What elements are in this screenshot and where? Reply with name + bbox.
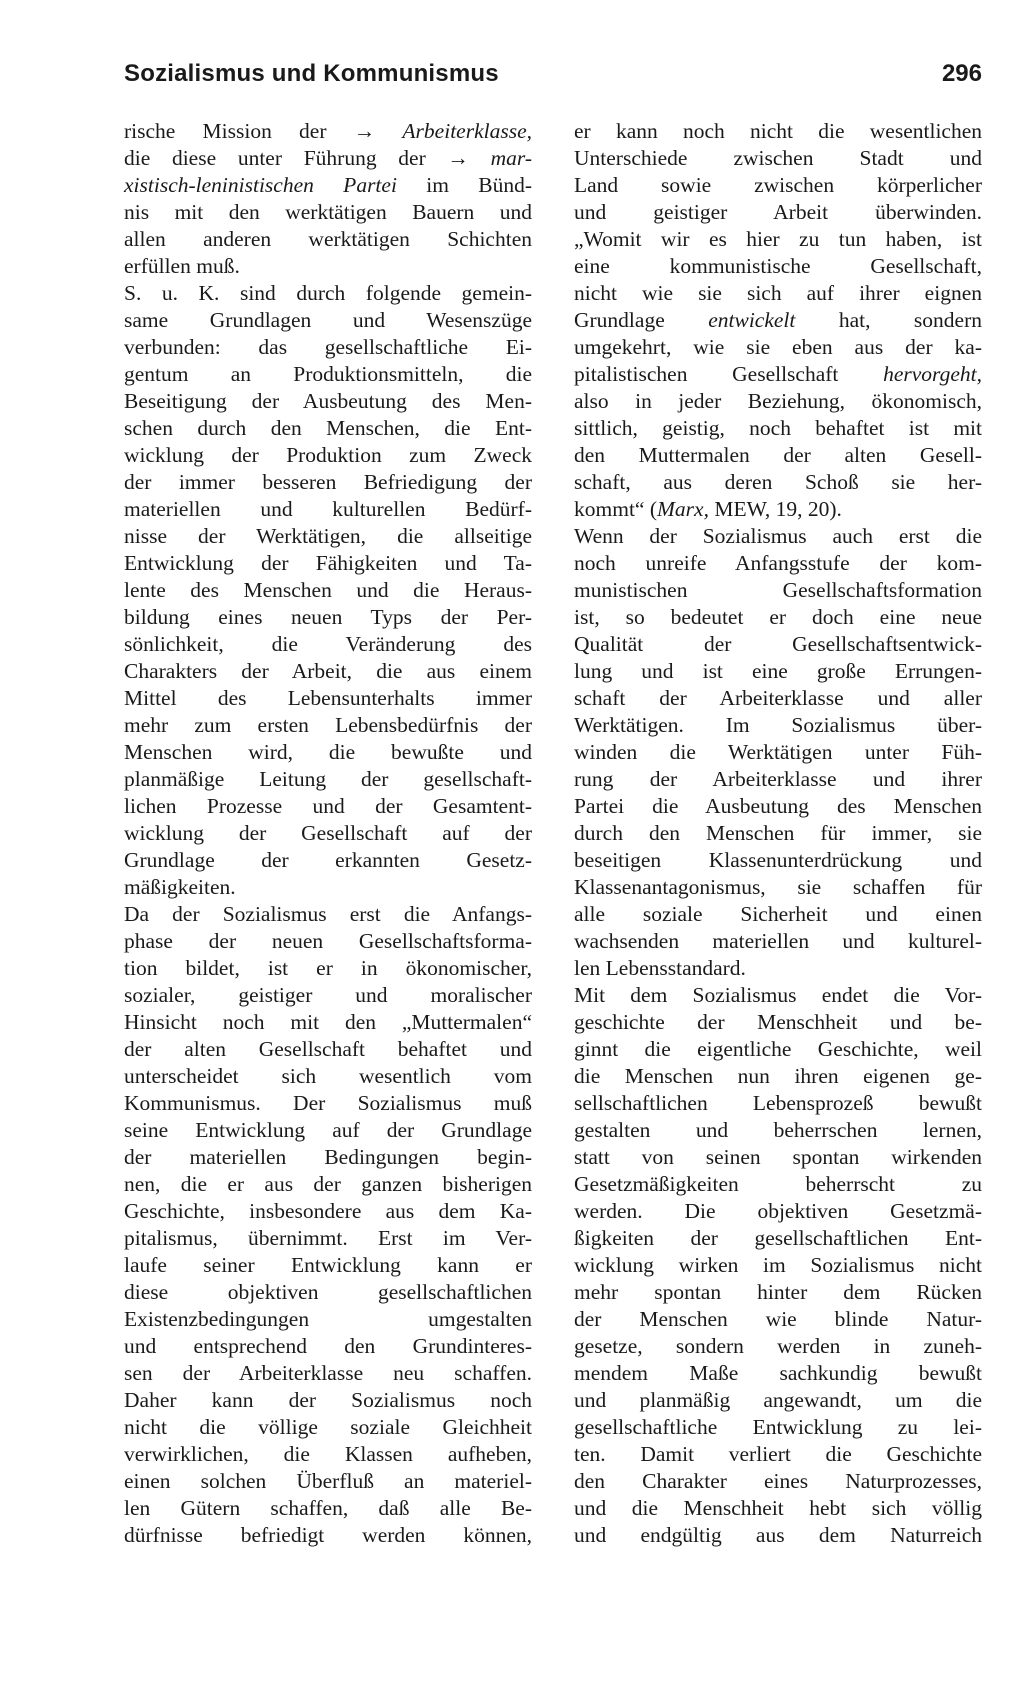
text-span: same Grundlagen und Wesenszüge	[124, 308, 532, 332]
text-line	[574, 118, 982, 145]
text-line	[124, 469, 532, 496]
text-span: Unterschiede zwischen Stadt und	[574, 146, 982, 170]
text-line	[124, 1036, 532, 1063]
text-line	[124, 1117, 532, 1144]
text-line	[574, 928, 982, 955]
text-span: noch unreife Anfangsstufe der kom-	[574, 551, 982, 575]
text-span: unterscheidet sich wesentlich vom	[124, 1064, 532, 1088]
text-line	[574, 982, 982, 1009]
text-span: der immer besseren Befriedigung der	[124, 470, 532, 494]
text-line	[124, 334, 532, 361]
text-line	[574, 361, 982, 388]
text-span: laufe seiner Entwicklung kann er	[124, 1253, 532, 1277]
text-span: werden. Die objektiven Gesetzmä-	[574, 1199, 982, 1223]
text-line	[574, 604, 982, 631]
text-span: schen durch den Menschen, die Ent-	[124, 416, 532, 440]
text-line	[574, 469, 982, 496]
text-span: nis mit den werktätigen Bauern und	[124, 200, 532, 224]
text-line	[574, 901, 982, 928]
text-span: Existenzbedingungen umgestalten	[124, 1307, 532, 1331]
text-line	[574, 766, 982, 793]
text-line	[574, 1441, 982, 1468]
text-span: Mittel des Lebensunterhalts immer	[124, 686, 532, 710]
text-line	[124, 1306, 532, 1333]
text-line	[574, 874, 982, 901]
text-span: Kommunismus. Der Sozialismus muß	[124, 1091, 532, 1115]
text-span: planmäßige Leitung der gesellschaft-	[124, 767, 532, 791]
text-span: Partei die Ausbeutung des Menschen	[574, 794, 982, 818]
text-span: schaft der Arbeiterklasse und aller	[574, 686, 982, 710]
text-span: MEW, 19, 20).	[708, 497, 842, 521]
text-line	[574, 199, 982, 226]
text-span: wicklung der Gesellschaft auf der	[124, 821, 532, 845]
text-span: gesellschaftliche Entwicklung zu lei-	[574, 1415, 982, 1439]
text-line	[124, 1171, 532, 1198]
text-span: alle soziale Sicherheit und einen	[574, 902, 982, 926]
text-line	[574, 712, 982, 739]
text-span: geschichte der Menschheit und be-	[574, 1010, 982, 1034]
text-span: Grundlage der erkannten Gesetz-	[124, 848, 532, 872]
text-span: len Gütern schaffen, daß alle Be-	[124, 1496, 532, 1520]
text-line	[124, 604, 532, 631]
text-span: die Menschen nun ihren eigenen ge-	[574, 1064, 982, 1088]
text-line	[124, 253, 532, 280]
text-line	[124, 1144, 532, 1171]
text-line	[124, 1198, 532, 1225]
text-span: rung der Arbeiterklasse und ihrer	[574, 767, 982, 791]
text-line	[574, 1387, 982, 1414]
text-span: wicklung der Produktion zum Zweck	[124, 443, 532, 467]
text-span: munistischen Gesellschaftsformation	[574, 578, 982, 602]
text-span: materiellen und kulturellen Bedürf-	[124, 497, 532, 521]
text-span: und geistiger Arbeit überwinden.	[574, 200, 982, 224]
text-span: sozialer, geistiger und moralischer	[124, 983, 532, 1007]
text-span: Klassenantagonismus, sie schaffen für	[574, 875, 982, 899]
text-span: gestalten und beherrschen lernen,	[574, 1118, 982, 1142]
text-span: statt von seinen spontan wirkenden	[574, 1145, 982, 1169]
text-line	[124, 847, 532, 874]
italic-text: mar-	[490, 146, 532, 170]
text-span: also in jeder Beziehung, ökonomisch,	[574, 389, 982, 413]
text-span: den Charakter eines Naturprozesses,	[574, 1469, 982, 1493]
text-span: den Muttermalen der alten Gesell-	[574, 443, 982, 467]
text-span: winden die Werktätigen unter Füh-	[574, 740, 982, 764]
text-span: Wenn der Sozialismus auch erst die	[574, 524, 982, 548]
right-text-column	[574, 118, 982, 1549]
text-span: ten. Damit verliert die Geschichte	[574, 1442, 982, 1466]
text-span: dürfnisse befriedigt werden können,	[124, 1523, 532, 1547]
text-line	[124, 1468, 532, 1495]
text-line	[574, 1468, 982, 1495]
text-span: die diese unter Führung der →	[124, 146, 491, 170]
text-span: lichen Prozesse und der Gesamtent-	[124, 794, 532, 818]
text-span: der Menschen wie blinde Natur-	[574, 1307, 982, 1331]
text-line	[574, 523, 982, 550]
text-span: verwirklichen, die Klassen aufheben,	[124, 1442, 532, 1466]
text-line	[124, 982, 532, 1009]
text-line	[124, 199, 532, 226]
text-span: sittlich, geistig, noch behaftet ist mit	[574, 416, 982, 440]
text-line	[124, 820, 532, 847]
text-span: Grundlage	[574, 308, 709, 332]
text-line	[124, 1360, 532, 1387]
text-line	[574, 388, 982, 415]
text-line	[574, 226, 982, 253]
text-span: Daher kann der Sozialismus noch	[124, 1388, 532, 1412]
text-span: Da der Sozialismus erst die Anfangs-	[124, 902, 532, 926]
text-span: mehr zum ersten Lebensbedürfnis der	[124, 713, 532, 737]
text-line	[124, 550, 532, 577]
text-line	[124, 415, 532, 442]
text-span: wachsenden materiellen und kulturel-	[574, 929, 982, 953]
text-line	[124, 793, 532, 820]
text-span: len Lebensstandard.	[574, 956, 746, 980]
text-line	[124, 442, 532, 469]
text-span: beseitigen Klassenunterdrückung und	[574, 848, 982, 872]
text-span: mendem Maße sachkundig bewußt	[574, 1361, 982, 1385]
page-header	[124, 60, 982, 100]
text-span: lung und ist eine große Errungen-	[574, 659, 982, 683]
text-span: Gesetzmäßigkeiten beherrscht zu	[574, 1172, 982, 1196]
italic-text: xistisch-leninistischen Partei	[124, 173, 397, 197]
text-span: Hinsicht noch mit den „Muttermalen“	[124, 1010, 532, 1034]
text-line	[124, 712, 532, 739]
italic-text: entwickelt	[708, 308, 796, 332]
italic-text: hervorgeht,	[883, 362, 982, 386]
text-span: bildung eines neuen Typs der Per-	[124, 605, 532, 629]
text-span: hat, sondern	[795, 308, 983, 332]
text-line	[124, 577, 532, 604]
running-title: Sozialismus und Kommunismus	[124, 60, 499, 87]
text-line	[574, 1198, 982, 1225]
text-line	[124, 1279, 532, 1306]
text-line	[574, 1333, 982, 1360]
text-line	[124, 118, 532, 145]
text-line	[124, 685, 532, 712]
text-span: Geschichte, insbesondere aus dem Ka-	[124, 1199, 532, 1223]
text-line	[124, 955, 532, 982]
text-line	[574, 442, 982, 469]
text-span: Werktätigen. Im Sozialismus über-	[574, 713, 982, 737]
text-span: S. u. K. sind durch folgende gemein-	[124, 281, 532, 305]
text-line	[574, 253, 982, 280]
text-line	[124, 874, 532, 901]
text-span: Land sowie zwischen körperlicher	[574, 173, 982, 197]
text-span: rische Mission der →	[124, 119, 403, 143]
text-line	[124, 523, 532, 550]
text-span: kommt“ (	[574, 497, 657, 521]
text-span: im Bünd-	[396, 173, 532, 197]
text-line	[574, 1495, 982, 1522]
text-line	[574, 415, 982, 442]
text-line	[574, 307, 982, 334]
text-line	[574, 847, 982, 874]
text-line	[574, 1252, 982, 1279]
text-line	[574, 496, 982, 523]
text-line	[124, 631, 532, 658]
text-span: nicht wie sie sich auf ihrer eignen	[574, 281, 982, 305]
text-span: tion bildet, ist er in ökonomischer,	[124, 956, 532, 980]
text-line	[574, 1171, 982, 1198]
text-line	[574, 1360, 982, 1387]
text-line	[574, 658, 982, 685]
text-span: sönlichkeit, die Veränderung des	[124, 632, 532, 656]
text-line	[124, 172, 532, 199]
text-line	[574, 739, 982, 766]
text-line	[124, 280, 532, 307]
text-span: mehr spontan hinter dem Rücken	[574, 1280, 982, 1304]
text-line	[124, 388, 532, 415]
text-line	[574, 1414, 982, 1441]
text-line	[574, 334, 982, 361]
text-span: lente des Menschen und die Heraus-	[124, 578, 532, 602]
text-span: wicklung wirken im Sozialismus nicht	[574, 1253, 982, 1277]
text-span: Beseitigung der Ausbeutung des Men-	[124, 389, 532, 413]
text-line	[124, 1333, 532, 1360]
text-line	[124, 145, 532, 172]
text-span: allen anderen werktätigen Schichten	[124, 227, 532, 251]
text-line	[124, 1225, 532, 1252]
text-line	[574, 1090, 982, 1117]
text-span: und endgültig aus dem Naturreich	[574, 1523, 982, 1547]
text-line	[124, 901, 532, 928]
text-span: diese objektiven gesellschaftlichen	[124, 1280, 532, 1304]
italic-text: Arbeiterklasse,	[402, 119, 532, 143]
text-span: pitalistischen Gesellschaft	[574, 362, 884, 386]
text-line	[574, 1306, 982, 1333]
text-span: phase der neuen Gesellschaftsforma-	[124, 929, 532, 953]
italic-text: Marx,	[657, 497, 709, 521]
text-line	[124, 1414, 532, 1441]
text-line	[574, 955, 982, 982]
text-line	[574, 172, 982, 199]
text-span: seine Entwicklung auf der Grundlage	[124, 1118, 532, 1142]
text-line	[574, 1225, 982, 1252]
text-line	[124, 1522, 532, 1549]
text-line	[124, 928, 532, 955]
text-line	[574, 1063, 982, 1090]
text-span: Charakters der Arbeit, die aus einem	[124, 659, 532, 683]
text-span: der alten Gesellschaft behaftet und	[124, 1037, 532, 1061]
text-line	[124, 1252, 532, 1279]
text-line	[574, 1144, 982, 1171]
text-line	[574, 1117, 982, 1144]
text-span: pitalismus, übernimmt. Erst im Ver-	[124, 1226, 532, 1250]
text-line	[124, 1090, 532, 1117]
text-line	[124, 658, 532, 685]
text-span: sen der Arbeiterklasse neu schaffen.	[124, 1361, 532, 1385]
text-span: gesetze, sondern werden in zuneh-	[574, 1334, 982, 1358]
text-span: schaft, aus deren Schoß sie her-	[574, 470, 982, 494]
text-span: nicht die völlige soziale Gleichheit	[124, 1415, 532, 1439]
text-line	[124, 307, 532, 334]
text-span: Mit dem Sozialismus endet die Vor-	[574, 983, 982, 1007]
text-line	[574, 550, 982, 577]
text-span: mäßigkeiten.	[124, 875, 236, 899]
text-line	[574, 1279, 982, 1306]
text-span: und entsprechend den Grundinteres-	[124, 1334, 532, 1358]
text-line	[574, 280, 982, 307]
text-line	[124, 1063, 532, 1090]
text-line	[574, 1522, 982, 1549]
text-span: umgekehrt, wie sie eben aus der ka-	[574, 335, 982, 359]
text-span: und planmäßig angewandt, um die	[574, 1388, 982, 1412]
text-span: ßigkeiten der gesellschaftlichen Ent-	[574, 1226, 982, 1250]
text-line	[124, 766, 532, 793]
text-span: nen, die er aus der ganzen bisherigen	[124, 1172, 532, 1196]
text-line	[574, 145, 982, 172]
text-span: „Womit wir es hier zu tun haben, ist	[574, 227, 982, 251]
text-span: einen solchen Überfluß an materiel-	[124, 1469, 532, 1493]
left-text-column	[124, 118, 532, 1549]
text-line	[574, 1036, 982, 1063]
text-line	[574, 820, 982, 847]
text-line	[574, 1009, 982, 1036]
text-line	[124, 1495, 532, 1522]
text-line	[124, 739, 532, 766]
text-span: und die Menschheit hebt sich völlig	[574, 1496, 982, 1520]
text-line	[124, 361, 532, 388]
text-span: Menschen wird, die bewußte und	[124, 740, 532, 764]
text-span: ist, so bedeutet er doch eine neue	[574, 605, 982, 629]
text-span: eine kommunistische Gesellschaft,	[574, 254, 982, 278]
text-span: sellschaftlichen Lebensprozeß bewußt	[574, 1091, 982, 1115]
text-line	[124, 496, 532, 523]
text-line	[574, 685, 982, 712]
page-number: 296	[941, 60, 982, 87]
text-span: nisse der Werktätigen, die allseitige	[124, 524, 532, 548]
text-line	[574, 631, 982, 658]
text-line	[124, 1441, 532, 1468]
text-span: Entwicklung der Fähigkeiten und Ta-	[124, 551, 532, 575]
text-span: ginnt die eigentliche Geschichte, weil	[574, 1037, 982, 1061]
text-span: der materiellen Bedingungen begin-	[124, 1145, 532, 1169]
text-span: verbunden: das gesellschaftliche Ei-	[124, 335, 532, 359]
text-span: gentum an Produktionsmitteln, die	[124, 362, 532, 386]
text-line	[124, 226, 532, 253]
text-span: er kann noch nicht die wesentlichen	[574, 119, 982, 143]
text-line	[574, 577, 982, 604]
text-line	[574, 793, 982, 820]
text-line	[124, 1387, 532, 1414]
text-span: Qualität der Gesellschaftsentwick-	[574, 632, 982, 656]
text-span: durch den Menschen für immer, sie	[574, 821, 982, 845]
text-line	[124, 1009, 532, 1036]
text-span: erfüllen muß.	[124, 254, 240, 278]
